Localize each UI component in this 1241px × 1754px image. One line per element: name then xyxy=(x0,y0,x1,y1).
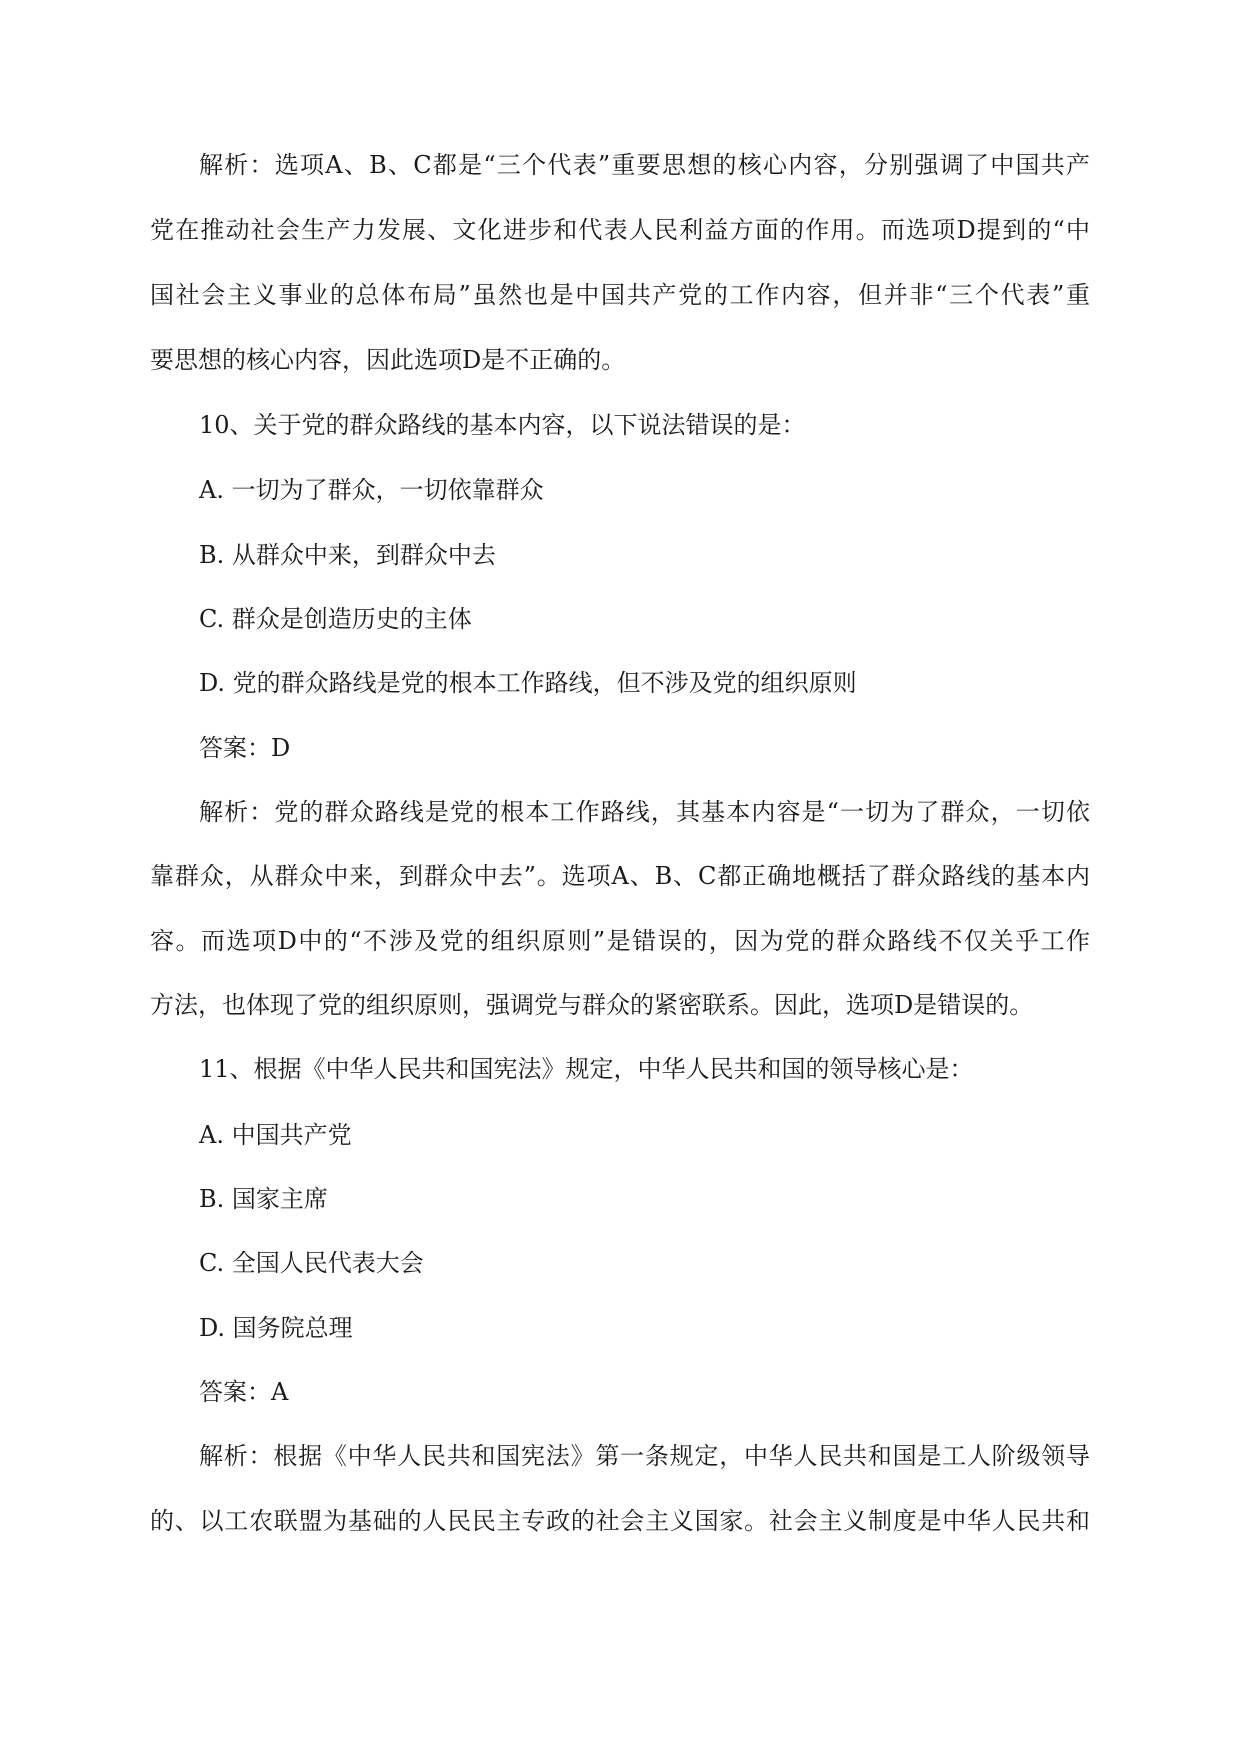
option-b: B. 从群众中来，到群众中去 xyxy=(199,541,496,569)
analysis-line: 方法，也体现了党的组织原则，强调党与群众的紧密联系。因此，选项D是错误的。 xyxy=(150,991,1034,1019)
option-a: A. 一切为了群众，一切依靠群众 xyxy=(199,476,544,504)
analysis-line: 要思想的核心内容，因此选项D是不正确的。 xyxy=(150,346,626,374)
analysis-line: 解析：根据《中华人民共和国宪法》第一条规定，中华人民共和国是工人阶级领导 xyxy=(199,1442,1090,1470)
analysis-line: 国社会主义事业的总体布局”虽然也是中国共产党的工作内容，但并非“三个代表”重 xyxy=(150,281,1090,309)
analysis-line: 靠群众，从群众中来，到群众中去”。选项A、B、C都正确地概括了群众路线的基本内 xyxy=(150,862,1090,890)
analysis-line: 的、以工农联盟为基础的人民民主专政的社会主义国家。社会主义制度是中华人民共和 xyxy=(150,1507,1090,1535)
analysis-line: 解析：选项A、B、C都是“三个代表”重要思想的核心内容，分别强调了中国共产 xyxy=(199,151,1090,179)
question-text: 10、关于党的群众路线的基本内容，以下说法错误的是： xyxy=(199,411,806,439)
answer: 答案：A xyxy=(199,1378,289,1406)
option-c: C. 群众是创造历史的主体 xyxy=(199,605,472,633)
question-text: 11、根据《中华人民共和国宪法》规定，中华人民共和国的领导核心是： xyxy=(199,1055,974,1083)
option-d: D. 党的群众路线是党的根本工作路线，但不涉及党的组织原则 xyxy=(199,669,857,697)
option-c: C. 全国人民代表大会 xyxy=(199,1249,424,1277)
analysis-line: 党在推动社会生产力发展、文化进步和代表人民利益方面的作用。而选项D提到的“中 xyxy=(150,216,1090,244)
option-d: D. 国务院总理 xyxy=(199,1314,353,1342)
analysis-line: 容。而选项D中的“不涉及党的组织原则”是错误的，因为党的群众路线不仅关乎工作 xyxy=(150,927,1090,955)
option-a: A. 中国共产党 xyxy=(199,1121,352,1149)
answer: 答案：D xyxy=(199,734,291,762)
analysis-line: 解析：党的群众路线是党的根本工作路线，其基本内容是“一切为了群众，一切依 xyxy=(199,798,1090,826)
option-b: B. 国家主席 xyxy=(199,1185,328,1213)
